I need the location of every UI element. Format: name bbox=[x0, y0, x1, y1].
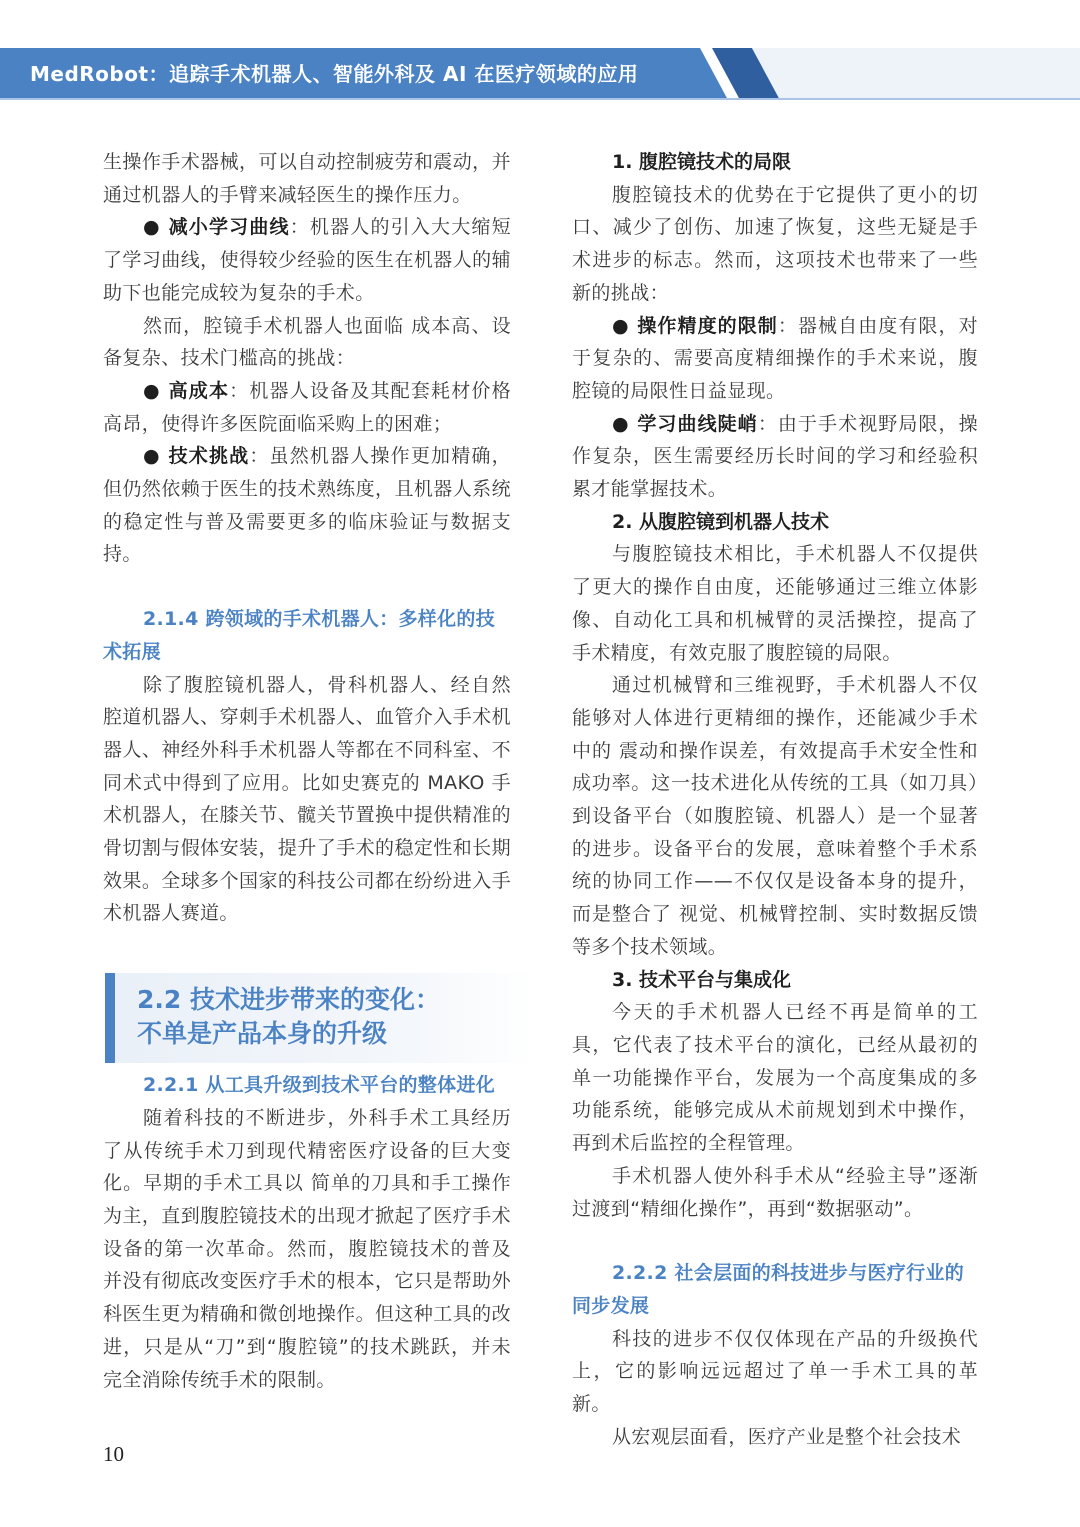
bullet-text: ：虽然机器人操作更加精确，但仍然依赖于医生的技术熟练度，且机器人系统的稳定性与普及需要更多的临床验证与数据支持。 bbox=[103, 445, 511, 566]
right-paragraph-6: 科技的进步不仅仅体现在产品的升级换代上，它的影响远远超过了单一手术工具的革新。 bbox=[572, 1327, 978, 1416]
section-heading-line-2: 不单是产品本身的升级 bbox=[137, 1019, 388, 1049]
right-paragraph-5: 手术机器人使外科手术从“经验主导”逐渐过渡到“精细化操作”，再到“数据驱动”。 bbox=[572, 1164, 978, 1220]
right-paragraph-3: 通过机械臂和三维视野，手术机器人不仅能够对人体进行更精细的操作，还能减少手术中的 震动和操作误差，有效提高手术安全性和成功率。这一技术进化从传统的工具（如刀具）到设备平台（如腹腔镜、机器人）是一个显著的进步。设备平台的发展，意味着整个手术系统的协同工作——不仅仅是设备本身的提升，而是整合了 视觉、机械臂控制、实时数据反馈 等多个技术领域。 bbox=[572, 674, 978, 958]
bullet-text: ：机器人的引入大大缩短了学习曲线，使得较少经验的医生在机器人的辅助下也能完成较为复杂的手术。 bbox=[103, 216, 511, 304]
subsection-heading-2-2-2: 2.2.2 社会层面的科技进步与医疗行业的同步发展 bbox=[572, 1262, 965, 1317]
header-banner bbox=[0, 48, 1080, 100]
subsection-heading-2-2-1: 2.2.1 从工具升级到技术平台的整体进化 bbox=[143, 1074, 496, 1097]
left-paragraph-3: 除了腹腔镜机器人，骨科机器人、经自然腔道机器人、穿刺手术机器人、血管介入手术机器人、神经外科手术机器人等都在不同科室、不同术式中得到了应用。比如史赛克的 MAKO 手术机器人，在膝关节、髋关节置换中提供精准的骨切割与假体安装，提升了手术的稳定性和长期效果。全球多个国家的科技公司都在纷纷进入手术机器人赛道。 bbox=[103, 673, 511, 925]
bullet-term: ● 技术挑战 bbox=[143, 445, 250, 468]
bullet-term: ● 减小学习曲线 bbox=[143, 216, 290, 239]
left-paragraph-1: 生操作手术器械，可以自动控制疲劳和震动，并通过机器人的手臂来减轻医生的操作压力。 bbox=[103, 151, 511, 206]
right-paragraph-1: 腹腔镜技术的优势在于它提供了更小的切口、减少了创伤、加速了恢复，这些无疑是手术进步的标志。然而，这项技术也带来了一些新的挑战： bbox=[572, 183, 978, 304]
bullet-text: ：机器人设备及其配套耗材价格高昂，使得许多医院面临采购上的困难； bbox=[103, 379, 511, 435]
right-column bbox=[572, 146, 978, 1453]
page-number: 10 bbox=[103, 1442, 124, 1466]
bullet-text: ：由于手术视野局限，操作复杂，医生需要经历长时间的学习和经验积累才能掌握技术。 bbox=[572, 412, 978, 501]
right-paragraph-2: 与腹腔镜技术相比，手术机器人不仅提供了更大的操作自由度，还能够通过三维立体影像、自动化工具和机械臂的灵活操控，提高了手术精度，有效克服了腹腔镜的局限。 bbox=[572, 543, 978, 664]
banner-title: MedRobot：追踪手术机器人、智能外科及 AI 在医疗领域的应用 bbox=[30, 62, 639, 86]
left-column bbox=[103, 146, 511, 1396]
left-bullet-high-cost bbox=[103, 375, 511, 440]
right-heading-2: 2. 从腹腔镜到机器人技术 bbox=[612, 510, 830, 533]
right-paragraph-4: 今天的手术机器人已经不再是简单的工具，它代表了技术平台的演化，已经从最初的单一功能操作平台，发展为一个高度集成的多功能系统，能够完成从术前规划到术中操作，再到术后监控的全程管理。 bbox=[572, 1001, 978, 1155]
subsection-heading-2-1-4: 2.1.4 跨领域的手术机器人：多样化的技术拓展 bbox=[103, 608, 496, 663]
right-heading-1: 1. 腹腔镜技术的局限 bbox=[612, 151, 792, 173]
left-bullet-tech-challenge bbox=[103, 440, 511, 571]
section-heading-line-1: 2.2 技术进步带来的变化： bbox=[137, 985, 440, 1015]
bullet-text: ：器械自由度有限，对于复杂的、需要高度精细操作的手术来说，腹腔镜的局限性日益显现。 bbox=[572, 314, 978, 402]
right-heading-3: 3. 技术平台与集成化 bbox=[612, 968, 792, 991]
left-paragraph-2: 然而，腔镜手术机器人也面临 成本高、设备复杂、技术门槛高的挑战： bbox=[103, 314, 511, 370]
right-bullet-precision bbox=[572, 310, 978, 408]
bullet-term: ● 学习曲线陡峭 bbox=[612, 412, 758, 435]
right-paragraph-7: 从宏观层面看，医疗产业是整个社会技术 bbox=[612, 1425, 962, 1448]
bullet-term: ● 操作精度的限制 bbox=[612, 314, 778, 337]
right-bullet-learning-curve bbox=[572, 408, 978, 506]
section-heading-2-2 bbox=[105, 973, 535, 1063]
left-bullet-learning-curve bbox=[103, 211, 511, 309]
left-paragraph-4: 随着科技的不断进步，外科手术工具经历了从传统手术刀到现代精密医疗设备的巨大变化。早期的手术工具以 简单的刀具和手工操作 为主，直到腹腔镜技术的出现才掀起了医疗手术设备的第一次革命。然而，腹腔镜技术的普及 并没有彻底改变医疗手术的根本，它只是帮助外科医生更为精确和微创地操作。但这种工具的改进，只是从“刀”到“腹腔镜”的技术跳跃，并未完全消除传统手术的限制。 bbox=[103, 1106, 511, 1391]
bullet-term: ● 高成本 bbox=[143, 379, 230, 402]
